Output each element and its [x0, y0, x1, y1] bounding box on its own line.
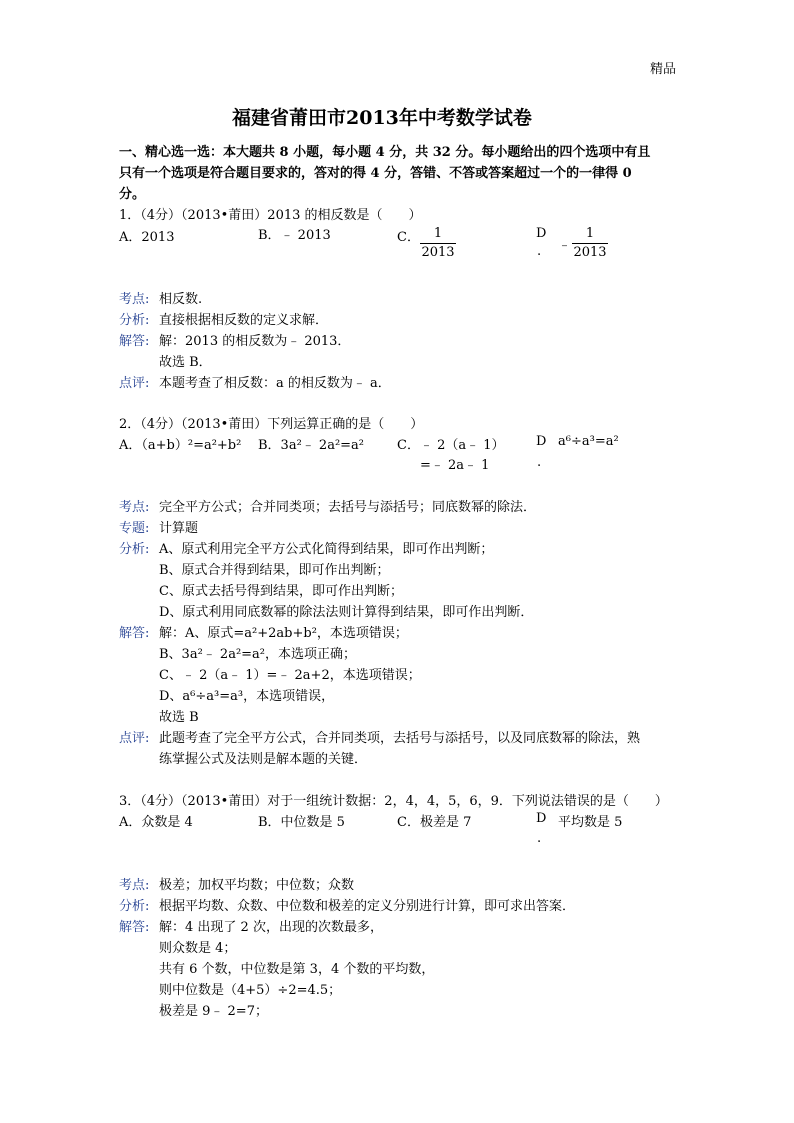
option-c-line-2: =﹣ 2a﹣ 1 [420, 458, 490, 473]
kaodian-tag: 考点: [119, 500, 150, 515]
jieda-line-4: 则中位数是（4+5）÷2=4.5； [159, 983, 342, 998]
option-b: B．﹣ 2013 [258, 228, 331, 243]
fraction-bar [572, 243, 608, 244]
fraction-bar [420, 243, 456, 244]
option-c-label: C． [397, 230, 420, 245]
option-d-label: D [536, 811, 547, 826]
section-instructions-line1: 一、精心选一选：本大题共 8 小题，每小题 4 分，共 32 分。每小题给出的四个选项中有且 [119, 145, 651, 160]
jieda-line-5: 极差是 9﹣ 2=7； [159, 1004, 268, 1019]
zhuanti-text: 计算题 [159, 521, 199, 536]
option-d: a⁶÷a³=a² [558, 434, 619, 449]
option-b: B．中位数是 5 [258, 815, 345, 830]
jieda-line-4: D、a⁶÷a³=a³，本选项错误， [159, 689, 335, 704]
question-stem: 1．（4分）（2013•莆田）2013 的相反数是（ ） [119, 208, 422, 223]
zhuanti-tag: 专题: [119, 521, 150, 536]
jieda-tag: 解答: [119, 920, 150, 935]
fraction-numerator: 1 [585, 226, 595, 241]
option-d-label: D [536, 226, 547, 241]
option-d: 平均数是 5 [558, 815, 623, 830]
jieda-line-1: 解：2013 的相反数为﹣ 2013． [159, 334, 351, 349]
page-title: 福建省莆田市2013年中考数学试卷 [232, 107, 532, 129]
jieda-line-1: 解：4 出现了 2 次，出现的次数最多， [159, 920, 383, 935]
fenxi-tag: 分析: [119, 899, 150, 914]
fenxi-line-1: A、原式利用完全平方公式化简得到结果，即可作出判断； [159, 542, 494, 557]
fenxi-line-2: B、原式合并得到结果，即可作出判断； [159, 563, 390, 578]
jieda-line-2: 则众数是 4； [159, 941, 237, 956]
option-d-dot: . [537, 455, 542, 470]
dianping-line-2: 练掌握公式及法则是解本题的关键． [159, 752, 368, 767]
dianping-text: 本题考查了相反数：a 的相反数为﹣ a． [159, 376, 391, 391]
option-c: C．极差是 7 [397, 815, 472, 830]
fenxi-tag: 分析: [119, 542, 150, 557]
section-instructions-line3: 分。 [119, 187, 146, 202]
option-d-label: D [536, 434, 547, 449]
jieda-line-5: 故选 B [159, 710, 199, 725]
kaodian-tag: 考点: [119, 878, 150, 893]
option-c-fraction [420, 226, 456, 261]
fenxi-line-4: D、原式利用同底数幂的除法法则计算得到结果，即可作出判断． [159, 605, 534, 620]
kaodian-text: 完全平方公式；合并同类项；去括号与添括号；同底数幂的除法． [159, 500, 537, 515]
dianping-line-1: 此题考查了完全平方公式，合并同类项，去括号与添括号，以及同底数幂的除法，熟 [159, 731, 641, 746]
option-d-dot: . [537, 831, 542, 846]
jieda-line-1: 解：A、原式=a²+2ab+b²，本选项错误； [159, 626, 408, 641]
option-d-dot: . [537, 244, 542, 259]
header-corner: 精品 [650, 62, 677, 77]
option-c-line-1: C．﹣ 2（a﹣ 1） [397, 438, 505, 453]
option-b: B．3a²﹣ 2a²=a² [258, 438, 365, 453]
fraction-numerator: 1 [433, 226, 443, 241]
dianping-tag: 点评: [119, 731, 150, 746]
fraction-denominator: 2013 [573, 245, 607, 260]
jieda-line-2: B、3a²﹣ 2a²=a²，本选项正确； [159, 647, 357, 662]
dianping-tag: 点评: [119, 376, 150, 391]
fenxi-tag: 分析: [119, 313, 150, 328]
fenxi-line-3: C、原式去括号得到结果，即可作出判断； [159, 584, 403, 599]
option-a: A．（a+b）²=a²+b² [119, 438, 242, 453]
question-stem: 3．（4分）（2013•莆田）对于一组统计数据：2，4，4，5，6，9．下列说法错误的是（ ） [119, 794, 668, 809]
kaodian-text: 极差；加权平均数；中位数；众数 [159, 878, 355, 893]
fenxi-text: 根据平均数、众数、中位数和极差的定义分别进行计算，即可求出答案． [159, 899, 576, 914]
option-d-fraction [572, 226, 608, 261]
jieda-line-2: 故选 B． [159, 355, 212, 370]
jieda-line-3: 共有 6 个数，中位数是第 3，4 个数的平均数， [159, 962, 435, 977]
question-stem: 2．（4分）（2013•莆田）下列运算正确的是（ ） [119, 417, 424, 432]
jieda-tag: 解答: [119, 626, 150, 641]
fraction-denominator: 2013 [421, 245, 455, 260]
fenxi-text: 直接根据相反数的定义求解． [159, 313, 329, 328]
jieda-line-3: C、﹣ 2（a﹣ 1）=﹣ 2a+2，本选项错误； [159, 668, 421, 683]
section-instructions-line2: 只有一个选项是符合题目要求的，答对的得 4 分，答错、不答或答案超过一个的一律得 0 [119, 166, 632, 181]
option-a: A．众数是 4 [119, 815, 193, 830]
kaodian-text: 相反数. [159, 292, 203, 307]
option-a: A．2013 [119, 230, 175, 245]
jieda-tag: 解答: [119, 334, 150, 349]
option-d-sign: ﹣ [558, 238, 572, 253]
kaodian-tag: 考点: [119, 292, 150, 307]
